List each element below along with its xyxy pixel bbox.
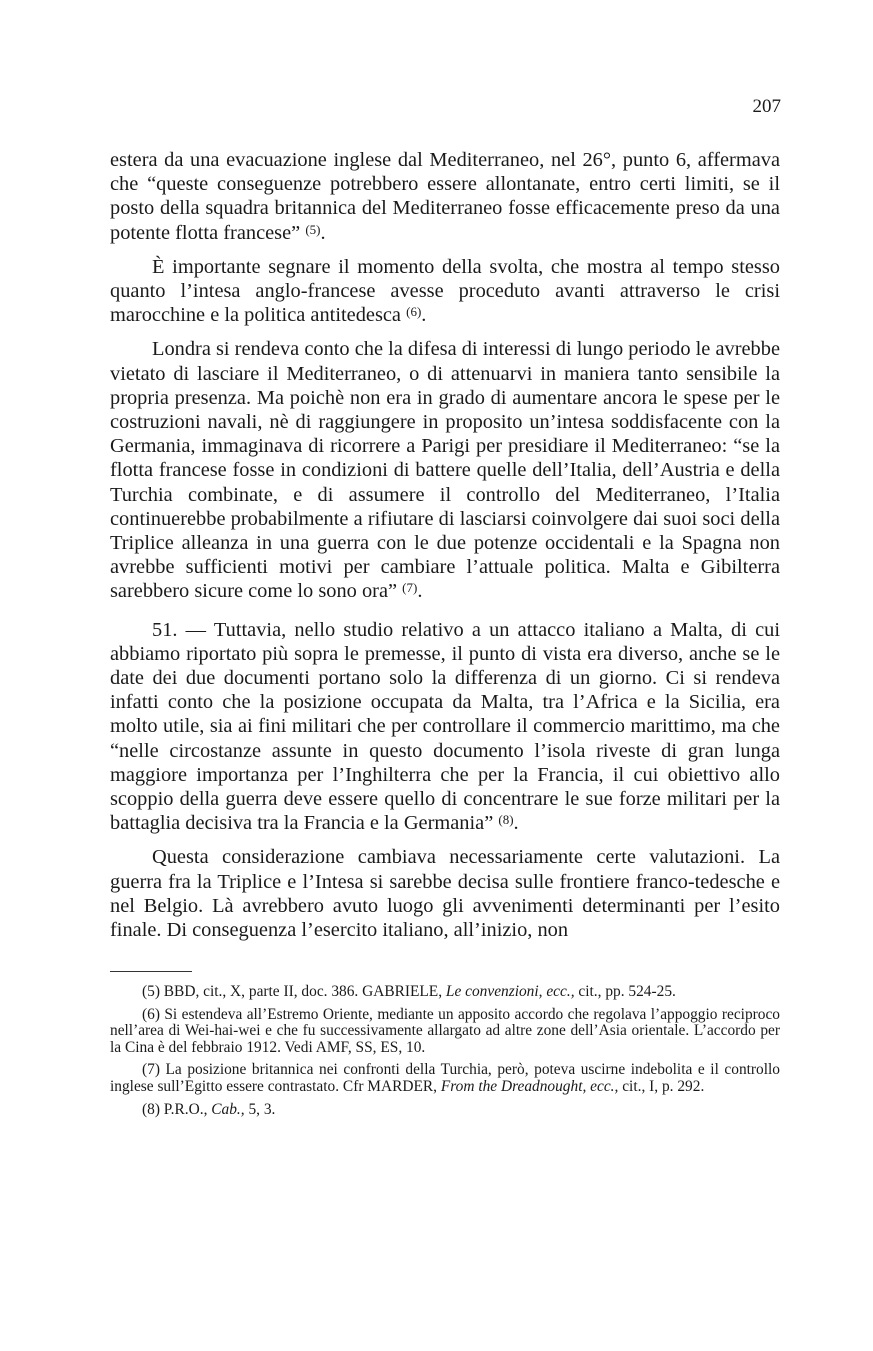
footnote-7-post: cit., I, p. 292. [618,1077,705,1095]
paragraph-1 [110,148,780,245]
footnote-6 [110,1007,780,1057]
footnote-6-text: (6) Si estendeva all’Estremo Oriente, mediante un apposito accordo che regolava l’appoggio reciproco nell’area di Wei-hai-wei e che fu successivamente allargato ad altre zone dell’Asia orientale. L’accordo per la Cina è del febbraio 1912. Vedi AMF, SS, ES, 10. [110,1005,780,1056]
footnote-5 [110,984,780,1001]
footnote-8-pre: (8) P.R.O., [142,1100,212,1118]
footnotes [110,984,780,1124]
paragraph-2-end: . [421,304,427,327]
footnote-7 [110,1062,780,1095]
note-ref-8[interactable]: (8) [498,812,514,828]
paragraph-1-text: estera da una evacuazione inglese dal Mediterraneo, nel 26°, punto 6, affermava che “queste conseguenze potrebbero essere allontanate, entro certi limiti, se il posto della squadra britannica del Mediterraneo fosse efficacemente preso da una potente flotta francese” [110,149,780,244]
paragraph-3-text: Londra si rendeva conto che la difesa di interessi di lungo periodo le avrebbe vietato di lasciare il Mediterraneo, o di attenuarvi in maniera tanto sensibile la propria presenza. Ma poichè non era in grado di aumentare ancora le spese per le costruzioni navali, nè di raggiungere in proposito un’intesa soddisfacente con la Germania, immaginava di ricorrere a Parigi per presidiare il Mediterraneo: “se la flotta francese fosse in condizioni di battere quelle dell’Italia, dell’Austria e della Turchia combinate, e di assumere il controllo del Mediterraneo, l’Italia continuerebbe probabilmente a rifiutare di lasciarsi coinvolgere dai suoi soci della Triplice alleanza in una guerra con le due potenze occidentali e la Spagna non avrebbe sufficienti motivi per cambiare l’attuale politica. Malta e Gibilterra sarebbero sicure come lo sono ora” [110,338,780,603]
main-text [110,148,780,952]
page-number: 207 [752,96,781,117]
paragraph-2-text: È importante segnare il momento della svolta, che mostra al tempo stesso quanto l’intesa anglo-francese avesse proceduto avanti attraverso le crisi marocchine e la politica antitedesca [110,255,780,327]
paragraph-3-end: . [417,580,423,603]
footnote-8 [110,1102,780,1119]
footnote-5-pre: (5) BBD, cit., X, parte II, doc. 386. GABRIELE, [142,983,446,1000]
paragraph-4-end: . [513,812,519,835]
paragraph-2 [110,255,780,328]
paragraph-5 [110,845,780,942]
paragraph-4-text: 51. — Tuttavia, nello studio relativo a un attacco italiano a Malta, di cui abbiamo riportato più sopra le premesse, il punto di vista era diverso, anche se le date dei due documenti portano solo la differenza di un giorno. Ci si rendeva infatti conto che la posizione occupata da Malta, tra l’Africa e la Sicilia, era molto utile, sia ai fini militari che per controllare il commercio marittimo, ma che “nelle circostanze assunte in questo documento l’isola riveste di gran lunga maggiore importanza per l’Inghilterra che per la Francia, il cui obiettivo allo scoppio della guerra deve essere quello di concentrare le sue forze militari per la battaglia decisiva tra la Francia e la Germania” [110,618,780,835]
note-ref-6[interactable]: (6) [406,304,422,320]
footnote-divider [110,971,192,972]
footnote-5-title: Le convenzioni, ecc., [445,983,575,1000]
paragraph-5-text: Questa considerazione cambiava necessariamente certe valutazioni. La guerra fra la Triplice e l’Intesa si sarebbe decisa sulle frontiere franco-tedesche e nel Belgio. Là avrebbero avuto luogo gli avvenimenti determinanti per l’esito finale. Di conseguenza l’esercito italiano, all’inizio, non [110,846,780,942]
note-ref-5[interactable]: (5) [305,221,321,237]
paragraph-1-end: . [320,221,326,244]
footnote-8-title: Cab., [211,1100,245,1118]
paragraph-4 [110,618,780,836]
note-ref-7[interactable]: (7) [402,580,418,596]
footnote-7-title: From the Dreadnought, ecc., [440,1077,619,1095]
footnote-5-post: cit., pp. 524-25. [574,983,676,1000]
footnote-7-pre: (7) La posizione britannica nei confronti della Turchia, però, poteva uscirne indebolita e il controllo inglese sull’Egitto essere contrastato. Cfr MARDER, [110,1061,780,1095]
paragraph-3 [110,337,780,603]
footnote-8-post: 5, 3. [244,1100,276,1118]
